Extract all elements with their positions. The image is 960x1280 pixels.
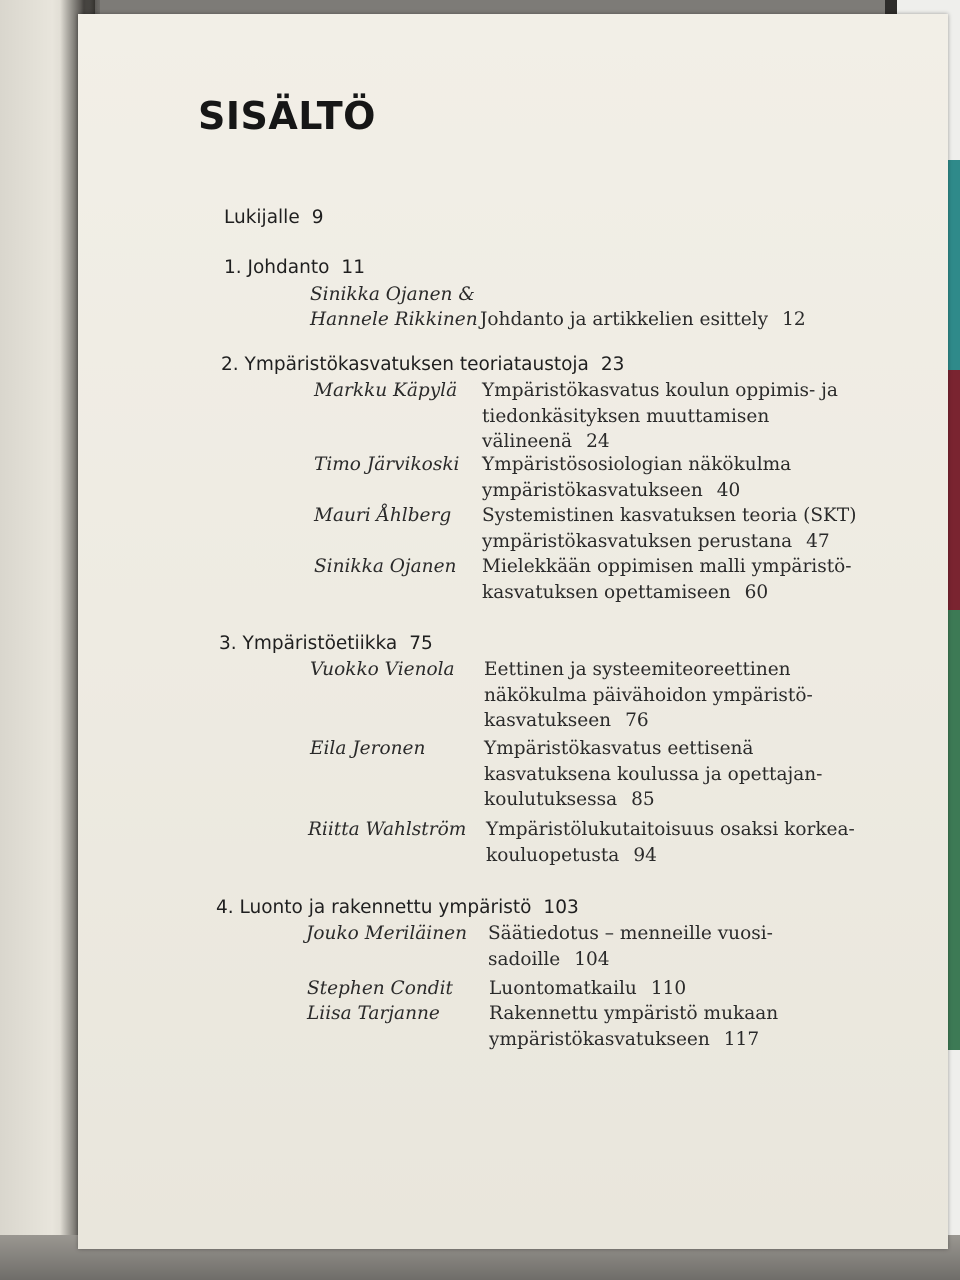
chapter-label: 4. Luonto ja rakennettu ympäristö [216, 897, 532, 918]
entry-title-text: Luontomatkailu [489, 978, 637, 999]
entry-title-text: Eettinen ja systeemiteoreettinen näkökulma päivähoidon ympäristö-kasvatukseen [484, 659, 813, 731]
entry-author: Sinikka Ojanen [314, 556, 457, 577]
chapter-heading [216, 897, 579, 918]
entry-title [486, 817, 866, 868]
entry-title-text: Ympäristösosiologian näkökulma ympäristökasvatukseen [482, 454, 792, 501]
chapter-heading [219, 633, 433, 654]
chapter-heading [224, 257, 365, 278]
entry-title-text: Systemistinen kasvatuksen teoria (SKT) ympäristökasvatuksen perustana [482, 505, 857, 552]
entry-title [482, 503, 867, 554]
entry-title [482, 378, 842, 455]
chapter-label: 2. Ympäristökasvatuksen teoriataustoja [221, 354, 589, 375]
entry-title-text: Ympäristökasvatus koulun oppimis- ja tiedonkäsityksen muuttamisen välineenä [482, 380, 838, 452]
toc-intro-page: 9 [311, 207, 324, 228]
entry-author: Jouko Meriläinen [306, 923, 467, 944]
entry-page: 110 [650, 978, 687, 999]
entry-title [480, 307, 900, 333]
entry-author: Stephen Condit [307, 978, 453, 999]
entry-page: 94 [633, 844, 657, 866]
book-page [78, 14, 948, 1249]
entry-author: Mauri Åhlberg [314, 505, 452, 526]
entry-title [482, 554, 867, 605]
entry-page: 24 [586, 431, 610, 452]
entry-title-text: Säätiedotus – menneille vuosi-sadoille [488, 923, 773, 970]
chapter-label: 1. Johdanto [224, 257, 330, 278]
entry-page: 104 [574, 948, 610, 970]
entry-author: Eila Jeronen [310, 738, 426, 759]
entry-page: 40 [716, 479, 741, 501]
entry-title [482, 452, 802, 503]
entry-page: 85 [631, 789, 655, 810]
entry-author: Hannele Rikkinen [310, 309, 478, 330]
entry-title-text: Ympäristölukutaitoisuus osaksi korkea-kouluopetusta [486, 819, 855, 866]
entry-page: 76 [625, 710, 649, 731]
entry-title-text: Rakennettu ympäristö mukaan ympäristökasvatukseen [489, 1003, 779, 1050]
entry-author: Liisa Tarjanne [307, 1003, 440, 1024]
chapter-page: 23 [600, 354, 625, 375]
chapter-label: 3. Ympäristöetiikka [219, 633, 398, 654]
entry-title-text: Ympäristökasvatus eettisenä kasvatuksena koulussa ja opettajan-koulutuksessa [484, 738, 823, 810]
toc-intro [224, 207, 323, 228]
entry-author: Vuokko Vienola [310, 659, 455, 680]
entry-title-text: Johdanto ja artikkelien esittely [480, 309, 769, 330]
entry-title [489, 1001, 789, 1052]
toc-intro-label: Lukijalle [224, 207, 300, 228]
chapter-page: 103 [543, 897, 579, 918]
entry-title [484, 657, 829, 734]
entry-author: Markku Käpylä [314, 380, 458, 401]
entry-page: 60 [744, 581, 769, 603]
entry-author: Riitta Wahlström [308, 819, 467, 840]
entry-page: 12 [782, 309, 806, 330]
entry-page: 117 [723, 1028, 760, 1050]
chapter-page: 75 [409, 633, 433, 654]
page-title: SISÄLTÖ [198, 94, 376, 138]
entry-author: Sinikka Ojanen & [310, 284, 475, 305]
entry-title-text: Mielekkään oppimisen malli ympäristö-kasvatuksen opettamiseen [482, 556, 852, 603]
chapter-heading [221, 354, 624, 375]
entry-title [484, 736, 849, 813]
chapter-page: 11 [341, 257, 365, 278]
entry-title [488, 921, 788, 972]
entry-author: Timo Järvikoski [314, 454, 460, 475]
entry-title [489, 976, 809, 1002]
entry-page: 47 [806, 530, 830, 552]
